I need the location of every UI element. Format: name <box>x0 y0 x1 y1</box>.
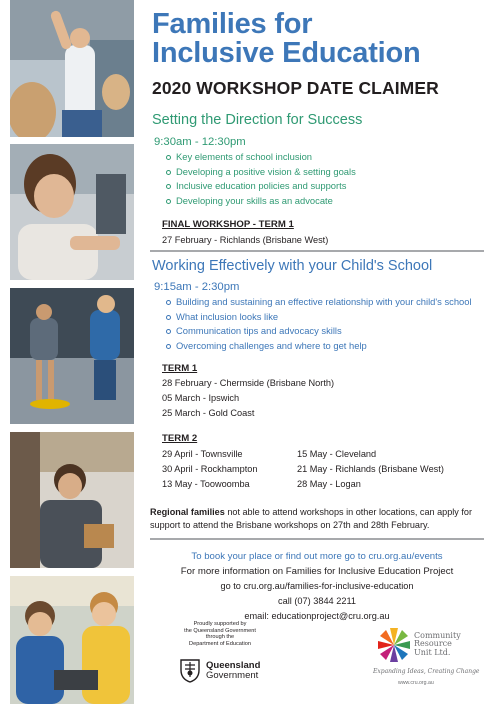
list-item: Developing your skills as an advocate <box>166 194 356 209</box>
cru-logo-icon <box>375 626 413 664</box>
list-item: Developing a positive vision & setting goals <box>166 165 356 180</box>
cru-organisation-name: Community Resource Unit Ltd. <box>414 631 461 657</box>
photo-girl-woodwork <box>10 432 134 568</box>
term2-date: 29 April - Townsville <box>162 449 243 459</box>
project-link[interactable]: go to cru.org.au/families-for-inclusive-education <box>220 581 414 591</box>
section-divider <box>150 538 484 540</box>
term2-date: 15 May - Cleveland <box>297 449 377 459</box>
bullet-icon <box>166 329 171 334</box>
list-item: Overcoming challenges and where to get help <box>166 339 472 354</box>
list-item: What inclusion looks like <box>166 310 472 325</box>
queensland-crest-icon <box>178 657 202 683</box>
term1-date: 25 March - Gold Coast <box>162 408 255 418</box>
page-subtitle: 2020 WORKSHOP DATE CLAIMER <box>152 78 439 98</box>
page-title <box>152 10 482 68</box>
photo-boys-building <box>10 576 134 704</box>
title-line2: Inclusive Education <box>152 37 421 69</box>
bullet-icon <box>166 199 171 204</box>
queensland-government-logo: Queensland Government <box>206 660 261 681</box>
term1-date: 05 March - Ipswich <box>162 393 240 403</box>
phone-number: call (07) 3844 2211 <box>278 596 356 606</box>
section-divider <box>150 250 484 252</box>
final-workshop-heading: FINAL WORKSHOP - TERM 1 <box>162 219 294 230</box>
booking-link-text[interactable]: To book your place or find out more go to cru.org.au/events <box>191 551 443 562</box>
cru-website[interactable]: www.cru.org.au <box>398 680 434 686</box>
list-item: Communication tips and advocacy skills <box>166 324 472 339</box>
term2-date: 13 May - Toowoomba <box>162 479 250 489</box>
list-item: Key elements of school inclusion <box>166 150 356 165</box>
bullet-icon <box>166 344 171 349</box>
title-line1: Families for <box>152 8 313 40</box>
workshop2-time: 9:15am - 2:30pm <box>154 281 240 293</box>
bullet-icon <box>166 155 171 160</box>
email-address[interactable]: email: educationproject@cru.org.au <box>244 611 390 621</box>
workshop1-time: 9:30am - 12:30pm <box>154 136 246 148</box>
support-statement: Proudly supported by the Queensland Government through the Department of Education <box>184 621 256 647</box>
term1-date: 28 February - Chermside (Brisbane North) <box>162 378 335 388</box>
regional-text: not able to attend workshops in other locations, can apply for support to attend the Brisbane workshops on 27th and 28th February. <box>150 507 472 530</box>
list-item: Building and sustaining an effective relationship with your child's school <box>166 295 472 310</box>
workshop1-bullet-list <box>166 150 356 208</box>
term2-heading: TERM 2 <box>162 433 198 444</box>
workshop2-bullet-list <box>166 295 472 353</box>
regional-families-note <box>150 506 486 532</box>
bullet-icon <box>166 170 171 175</box>
term2-date: 30 April - Rockhampton <box>162 464 258 474</box>
term2-date: 28 May - Logan <box>297 479 361 489</box>
regional-bold: Regional families <box>150 507 225 517</box>
list-item: Inclusive education policies and supports <box>166 179 356 194</box>
bullet-icon <box>166 315 171 320</box>
photo-boy-computer <box>10 144 134 280</box>
term1-heading: TERM 1 <box>162 363 198 374</box>
bullet-icon <box>166 300 171 305</box>
term2-date: 21 May - Richlands (Brisbane West) <box>297 464 444 474</box>
more-info-text: For more information on Families for Inclusive Education Project <box>180 566 454 577</box>
final-workshop-date: 27 February - Richlands (Brisbane West) <box>162 235 329 245</box>
workshop1-title: Setting the Direction for Success <box>152 112 363 128</box>
bullet-icon <box>166 184 171 189</box>
photo-girl-stretching <box>10 0 134 137</box>
workshop2-title: Working Effectively with your Child's School <box>152 258 433 274</box>
photo-kids-balance <box>10 288 134 424</box>
cru-tagline: Expanding Ideas, Creating Change <box>373 668 480 675</box>
